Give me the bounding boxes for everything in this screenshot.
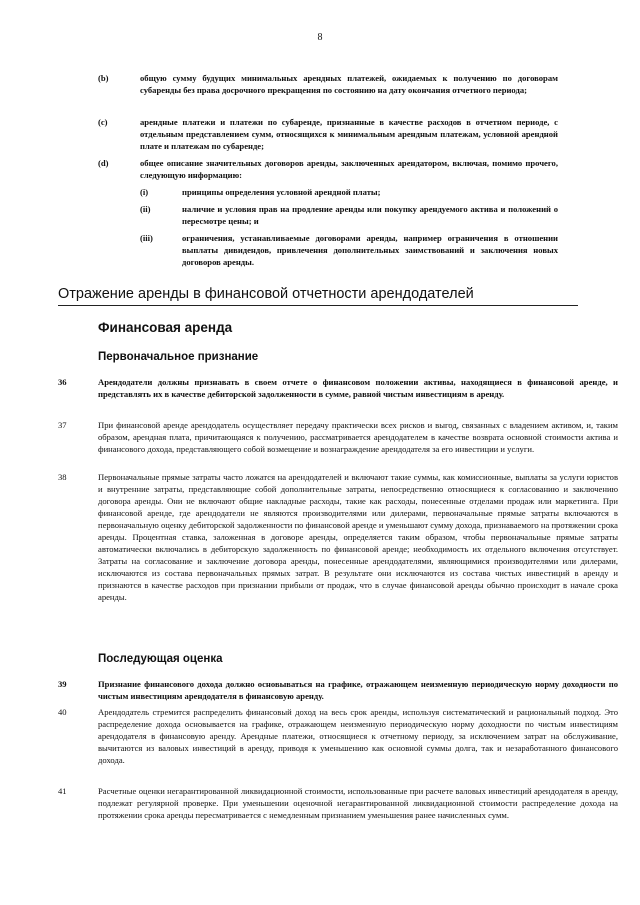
list-marker: (b) — [98, 73, 109, 83]
sub-text: ограничения, устанавливаемые договорами аренды, например ограничения в отношении выплаты дивидендов, привлечения дополнительных заимствований и заключения новых договоров аренды. — [182, 233, 558, 267]
paragraph-number: 40 — [58, 707, 67, 717]
list-text: арендные платежи и платежи по субаренде, признанные в качестве расходов в отчетном периоде, с отдельным представлением сумм, относящихся к минимальным арендным платежам, условной арендной плате и платежам по субаренде; — [140, 117, 558, 151]
paragraph-text: При финансовой аренде арендодатель осуществляет передачу практически всех рисков и выгод, связанных с владением активом, и, таким образом, арендная плата, причитающаяся к получению, рассматривается арендодателем в качестве возврата основной стоимости актива и финансового дохода, представляющего собой возмещение и вознаграждение арендодателя за его инвестиции и услуги. — [98, 420, 618, 454]
page-number: 8 — [317, 32, 323, 43]
sub-marker: (iii) — [140, 233, 153, 243]
section-title: Отражение аренды в финансовой отчетности арендодателей — [58, 285, 578, 306]
list-marker: (d) — [98, 158, 109, 168]
paragraph-number: 36 — [58, 377, 67, 387]
heading-initial-recognition: Первоначальное признание — [98, 351, 259, 363]
list-text: общее описание значительных договоров аренды, заключенных арендатором, включая, помимо прочего, следующую информацию: — [140, 158, 558, 180]
sub-marker: (ii) — [140, 204, 151, 214]
heading-subsequent-measurement: Последующая оценка — [98, 653, 223, 665]
list-marker: (c) — [98, 117, 108, 127]
paragraph-text: Признание финансового дохода должно основываться на графике, отражающем неизменную периодическую норму доходности по чистым инвестициям арендодателя в финансовую аренду. — [98, 679, 618, 701]
paragraph-text: Расчетные оценки негарантированной ликвидационной стоимости, использованные при расчете валовых инвестиций арендодателя в аренду, подлежат регулярной проверке. При уменьшении оценочной негарантированной ликвидационной стоимости распределение дохода на протяжении срока аренды пересматривается с немедленным признанием уменьшения ранее начисленных сумм. — [98, 786, 618, 820]
paragraph-number: 38 — [58, 472, 67, 482]
sub-marker: (i) — [140, 187, 149, 197]
sub-text: принципы определения условной арендной платы; — [182, 187, 381, 197]
paragraph-text: Первоначальные прямые затраты часто ложатся на арендодателей и включают такие суммы, как комиссионные, выплаты за услуги юристов и внутренние затраты, представляющие собой дополнительные затраты, непосредственно относящиеся к согласованию и заключению договора аренды. Они не включают общие накладные расходы, такие как расходы, понесенные отделами продаж или маркетинга. При финансовой аренде, где арендодатели не являются производителями или дилерами, первоначальные прямые затраты включаются в первоначальную оценку дебиторской задолженности по финансовой аренде и уменьшают сумму дохода, признаваемого на протяжении срока аренды. Процентная ставка, заложенная в договоре аренды, определяется таким образом, чтобы первоначальные прямые затраты автоматически включались в дебиторскую задолженность по финансовой аренде; необходимость их отдельного включения отсутствует. Затраты на согласование и заключение договора аренды, понесенные арендодателями, являющимися производителями или дилерами, исключаются из состава первоначальных прямых затрат. В результате они исключаются из состава чистых инвестиций в аренду и признаются в качестве расходов при признании прибыли от продаж, что в случае финансовой аренды обычно происходит в начале срока аренды. — [98, 472, 618, 602]
paragraph-text: Арендодатель стремится распределить финансовый доход на весь срок аренды, используя систематический и рациональный подход. Это распределение дохода основывается на графике, отражающем неизменную периодическую норму доходности по чистым инвестициям арендодателя в финансовую аренду. Арендные платежи, относящиеся к отчетному периоду, за исключением затрат на обслуживание, вычитаются из валовых инвестиций в аренду, приводя к уменьшению как основной суммы долга, так и незаработанного финансового дохода. — [98, 707, 618, 765]
list-text: общую сумму будущих минимальных арендных платежей, ожидаемых к получению по договорам субаренды без права досрочного прекращения по состоянию на дату окончания отчетного периода; — [140, 73, 558, 95]
paragraph-text: Арендодатели должны признавать в своем отчете о финансовом положении активы, находящиеся в финансовой аренде, и представлять их в качестве дебиторской задолженности в сумме, равной чистым инвестициям в аренду. — [98, 377, 618, 399]
paragraph-number: 37 — [58, 420, 67, 430]
paragraph-number: 39 — [58, 679, 67, 689]
subsection-title: Финансовая аренда — [98, 320, 233, 335]
sub-text: наличие и условия прав на продление аренды или покупку арендуемого актива и положений о пересмотре цены; и — [182, 204, 558, 226]
paragraph-number: 41 — [58, 786, 67, 796]
